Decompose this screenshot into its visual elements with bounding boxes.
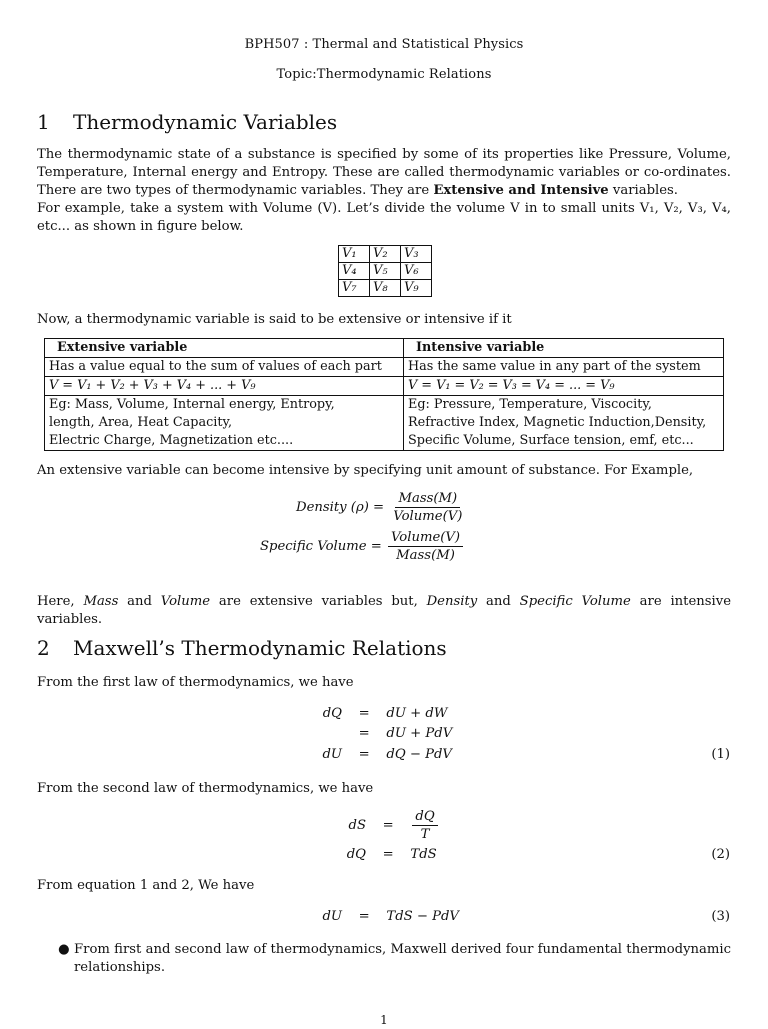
- denominator: Mass(M): [396, 548, 455, 563]
- page-number: 1: [380, 1013, 388, 1027]
- volume-grid-figure: [338, 245, 432, 297]
- equation-number: (2): [711, 847, 730, 862]
- equation-rhs: TdS: [410, 847, 437, 862]
- section-number: 2: [37, 636, 50, 660]
- paragraph-intro: [37, 146, 731, 200]
- grid-cell: V₄: [339, 263, 370, 280]
- bullet-text: From first and second law of thermodynamics, Maxwell derived four fundamental thermodynamic relationships.: [74, 942, 731, 975]
- equation-lhs: dU: [322, 909, 342, 924]
- equation-lhs: dQ: [322, 706, 342, 721]
- equation-rhs: dQ − PdV: [386, 747, 452, 762]
- fraction: [412, 808, 437, 843]
- equation-line: [336, 808, 440, 843]
- math-term: Mass: [83, 594, 119, 609]
- equation-lhs: dU: [322, 747, 342, 762]
- bullet-icon: ●: [58, 942, 70, 957]
- paragraph-text: Here,: [37, 594, 84, 609]
- math-term: Density: [426, 594, 478, 609]
- section-1-heading: [37, 109, 337, 135]
- column-header: Extensive variable: [45, 339, 404, 358]
- grid-cell: V₆: [401, 263, 432, 280]
- equation-lhs: dQ: [346, 847, 366, 862]
- equation-line: [312, 705, 447, 723]
- equation-rhs: TdS − PdV: [386, 909, 459, 924]
- column-header: Intensive variable: [404, 339, 724, 358]
- equation-rhs: dU + PdV: [386, 726, 453, 741]
- table-cell: Eg: Mass, Volume, Internal energy, Entropy, length, Area, Heat Capacity, Electric Charge, Magnetization etc....: [45, 396, 404, 451]
- table-cell: V = V₁ = V₂ = V₃ = V₄ = ... = V₉: [404, 377, 724, 396]
- grid-row: [339, 280, 432, 297]
- equation-line: [312, 908, 459, 926]
- equation-number: (3): [711, 909, 730, 924]
- equation-lhs: dS: [348, 818, 366, 833]
- topic-title: Topic:Thermodynamic Relations: [276, 67, 492, 82]
- table-row: [45, 358, 724, 377]
- paragraph-text: and: [477, 594, 520, 609]
- paragraph-first-law: From the first law of thermodynamics, we have: [37, 675, 354, 690]
- equation-rel: =: [382, 847, 394, 862]
- paragraph-conversion: An extensive variable can become intensive by specifying unit amount of substance. For Example,: [37, 463, 694, 478]
- equation-rel: =: [382, 818, 394, 833]
- paragraph-text: are extensive variables but,: [210, 594, 427, 609]
- bold-term: Extensive and Intensive: [433, 183, 609, 198]
- course-title: BPH507 : Thermal and Statistical Physics: [244, 37, 524, 52]
- equation-lhs: Specific Volume =: [260, 539, 382, 554]
- equation-2-block: [0, 808, 768, 868]
- equation-rel: =: [358, 726, 370, 741]
- grid-cell: V₇: [339, 280, 370, 297]
- grid-row: [339, 263, 432, 280]
- paragraph-combined: From equation 1 and 2, We have: [37, 878, 255, 893]
- grid-cell: V₈: [370, 280, 401, 297]
- table-cell: Eg: Pressure, Temperature, Viscocity, Refractive Index, Magnetic Induction,Density, Specific Volume, Surface tension, emf, etc...: [404, 396, 724, 451]
- denominator: T: [420, 827, 430, 842]
- equation-lhs: Density (ρ) =: [296, 500, 385, 515]
- numerator: Mass(M): [395, 490, 460, 508]
- grid-row: [339, 246, 432, 263]
- table-row: [45, 377, 724, 396]
- section-number: 1: [37, 110, 50, 134]
- denominator: Volume(V): [393, 509, 463, 524]
- grid-cell: V₅: [370, 263, 401, 280]
- math-term: Specific Volume: [519, 594, 631, 609]
- grid-cell: V₂: [370, 246, 401, 263]
- grid-cell: V₉: [401, 280, 432, 297]
- equation-line: [312, 746, 452, 764]
- table-cell: V = V₁ + V₂ + V₃ + V₄ + ... + V₉: [45, 377, 404, 396]
- section-title: Thermodynamic Variables: [73, 110, 338, 134]
- section-2-heading: [37, 635, 447, 661]
- equation-number: (1): [711, 747, 730, 762]
- equation-rel: =: [358, 706, 370, 721]
- equation-1-block: [0, 705, 768, 765]
- density-equation: [296, 490, 467, 525]
- math-term: Volume: [160, 594, 211, 609]
- paragraph-text: and: [118, 594, 161, 609]
- paragraph-text: variables.: [608, 183, 678, 198]
- equation-line: [312, 725, 452, 743]
- table-cell: Has the same value in any part of the system: [404, 358, 724, 377]
- paragraph-summary: [37, 593, 731, 629]
- paragraph-example: For example, take a system with Volume (V). Let’s divide the volume V in to small units V₁, V₂, V₃, V₄, etc... as shown in figure below.: [37, 201, 731, 234]
- paragraph-text: The thermodynamic state of a substance is specified by some of its properties like Pressure, Volume, Temperature, Internal energy and Entropy. These are called thermodynamic variables or co-ordinates. There are two types of thermodynamic variables. They are: [37, 147, 731, 198]
- numerator: dQ: [412, 808, 437, 826]
- numerator: Volume(V): [388, 529, 463, 547]
- section-title: Maxwell’s Thermodynamic Relations: [73, 636, 447, 660]
- grid-cell: V₁: [339, 246, 370, 263]
- table-header-row: [45, 339, 724, 358]
- paragraph-text: are intensive variables.: [37, 594, 732, 627]
- bullet-item: [58, 941, 731, 977]
- fraction: [390, 490, 465, 525]
- equation-line: [336, 846, 437, 864]
- equation-3-block: [0, 908, 768, 928]
- fraction: [388, 529, 463, 564]
- paragraph-definition: Now, a thermodynamic variable is said to be extensive or intensive if it: [37, 312, 512, 327]
- table-cell: Has a value equal to the sum of values of each part: [45, 358, 404, 377]
- extensive-intensive-table: [44, 338, 724, 451]
- paragraph-second-law: From the second law of thermodynamics, we have: [37, 781, 374, 796]
- specific-volume-equation: [260, 529, 465, 564]
- table-row: [45, 396, 724, 451]
- grid-cell: V₃: [401, 246, 432, 263]
- equation-rel: =: [358, 909, 370, 924]
- equation-rel: =: [358, 747, 370, 762]
- equation-rhs: dU + dW: [386, 706, 448, 721]
